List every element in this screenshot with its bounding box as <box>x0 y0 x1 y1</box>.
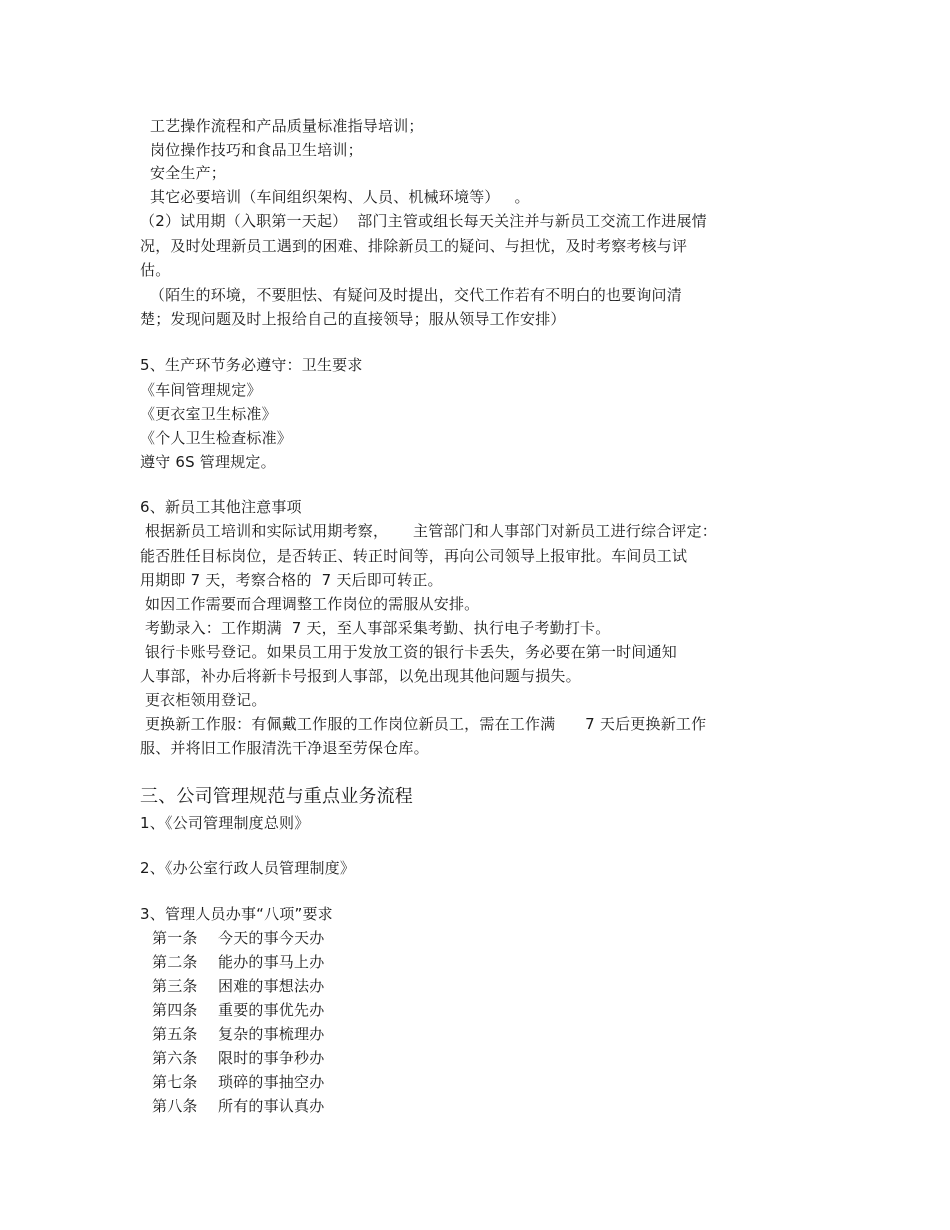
article-text: 今天的事今天办 <box>218 929 325 947</box>
article-number: 第五条 <box>152 1025 198 1043</box>
item5-line: 遵守 6S 管理规定。 <box>140 453 276 471</box>
article-number: 第二条 <box>152 953 198 971</box>
article-number: 第三条 <box>152 977 198 995</box>
item6-line: 更换新工作服：有佩戴工作服的工作岗位新员工，需在工作满 7 天后更换新工作 <box>140 715 707 733</box>
training-item: 工艺操作流程和产品质量标准指导培训； <box>150 117 424 135</box>
item5-line: 《更衣室卫生标准》 <box>140 405 277 423</box>
item6-line: 银行卡账号登记。如果员工用于发放工资的银行卡丢失，务必要在第一时间通知 <box>140 643 677 661</box>
item6-line: 用期即 7 天，考察合格的 7 天后即可转正。 <box>140 571 443 589</box>
article-number: 第七条 <box>152 1073 198 1091</box>
section3-item2: 2、《办公室行政人员管理制度》 <box>140 859 356 877</box>
section3-item1: 1、《公司管理制度总则》 <box>140 814 310 832</box>
article-number: 第四条 <box>152 1001 198 1019</box>
section3-item3-title: 3、管理人员办事“八项”要求 <box>140 905 333 923</box>
probation-line: 估。 <box>140 261 171 279</box>
article-row <box>152 1096 324 1116</box>
probation-line: 况，及时处理新员工遇到的困难、排除新员工的疑问、与担忧，及时考察考核与评 <box>140 237 688 255</box>
item6-line: 根据新员工培训和实际试用期考察， 主管部门和人事部门对新员工进行综合评定： <box>140 522 718 540</box>
item6-title: 6、新员工其他注意事项 <box>140 498 302 516</box>
article-row <box>152 1024 324 1044</box>
article-text: 琐碎的事抽空办 <box>218 1073 325 1091</box>
article-number: 第六条 <box>152 1049 198 1067</box>
advice-line: （陌生的环境，不要胆怯、有疑问及时提出，交代工作若有不明白的也要询问清 <box>140 286 682 304</box>
article-text: 困难的事想法办 <box>218 977 325 995</box>
article-row <box>152 928 324 948</box>
article-text: 复杂的事梳理办 <box>218 1025 325 1043</box>
article-row <box>152 1000 324 1020</box>
article-row <box>152 1072 324 1092</box>
training-item: 岗位操作技巧和食品卫生培训； <box>150 141 363 159</box>
item5-line: 《车间管理规定》 <box>140 381 262 399</box>
article-text: 重要的事优先办 <box>218 1001 325 1019</box>
article-row <box>152 976 324 996</box>
training-item: 其它必要培训（车间组织架构、人员、机械环境等） 。 <box>150 188 530 206</box>
article-text: 能办的事马上办 <box>218 953 325 971</box>
item6-line: 服、并将旧工作服清洗干净退至劳保仓库。 <box>140 739 429 757</box>
advice-line: 楚；发现问题及时上报给自己的直接领导；服从领导工作安排） <box>140 310 566 328</box>
article-number: 第一条 <box>152 929 198 947</box>
article-row <box>152 1048 324 1068</box>
item6-line: 更衣柜领用登记。 <box>140 691 267 709</box>
item6-line: 考勤录入：工作期满 7 天，至人事部采集考勤、执行电子考勤打卡。 <box>140 619 611 637</box>
training-item: 安全生产； <box>150 164 227 182</box>
section3-heading: 三、公司管理规范与重点业务流程 <box>140 786 413 807</box>
article-text: 限时的事争秒办 <box>218 1049 325 1067</box>
probation-line: （2）试用期（入职第一天起） 部门主管或组长每天关注并与新员工交流工作进展情 <box>140 212 707 230</box>
article-number: 第八条 <box>152 1097 198 1115</box>
item6-line: 如因工作需要而合理调整工作岗位的需服从安排。 <box>140 595 480 613</box>
item6-line: 人事部，补办后将新卡号报到人事部，以免出现其他问题与损失。 <box>140 667 581 685</box>
article-text: 所有的事认真办 <box>218 1097 325 1115</box>
article-row <box>152 952 324 972</box>
item6-line: 能否胜任目标岗位，是否转正、转正时间等，再向公司领导上报审批。车间员工试 <box>140 547 688 565</box>
item5-title: 5、生产环节务必遵守：卫生要求 <box>140 356 363 374</box>
item5-line: 《个人卫生检查标准》 <box>140 429 293 447</box>
